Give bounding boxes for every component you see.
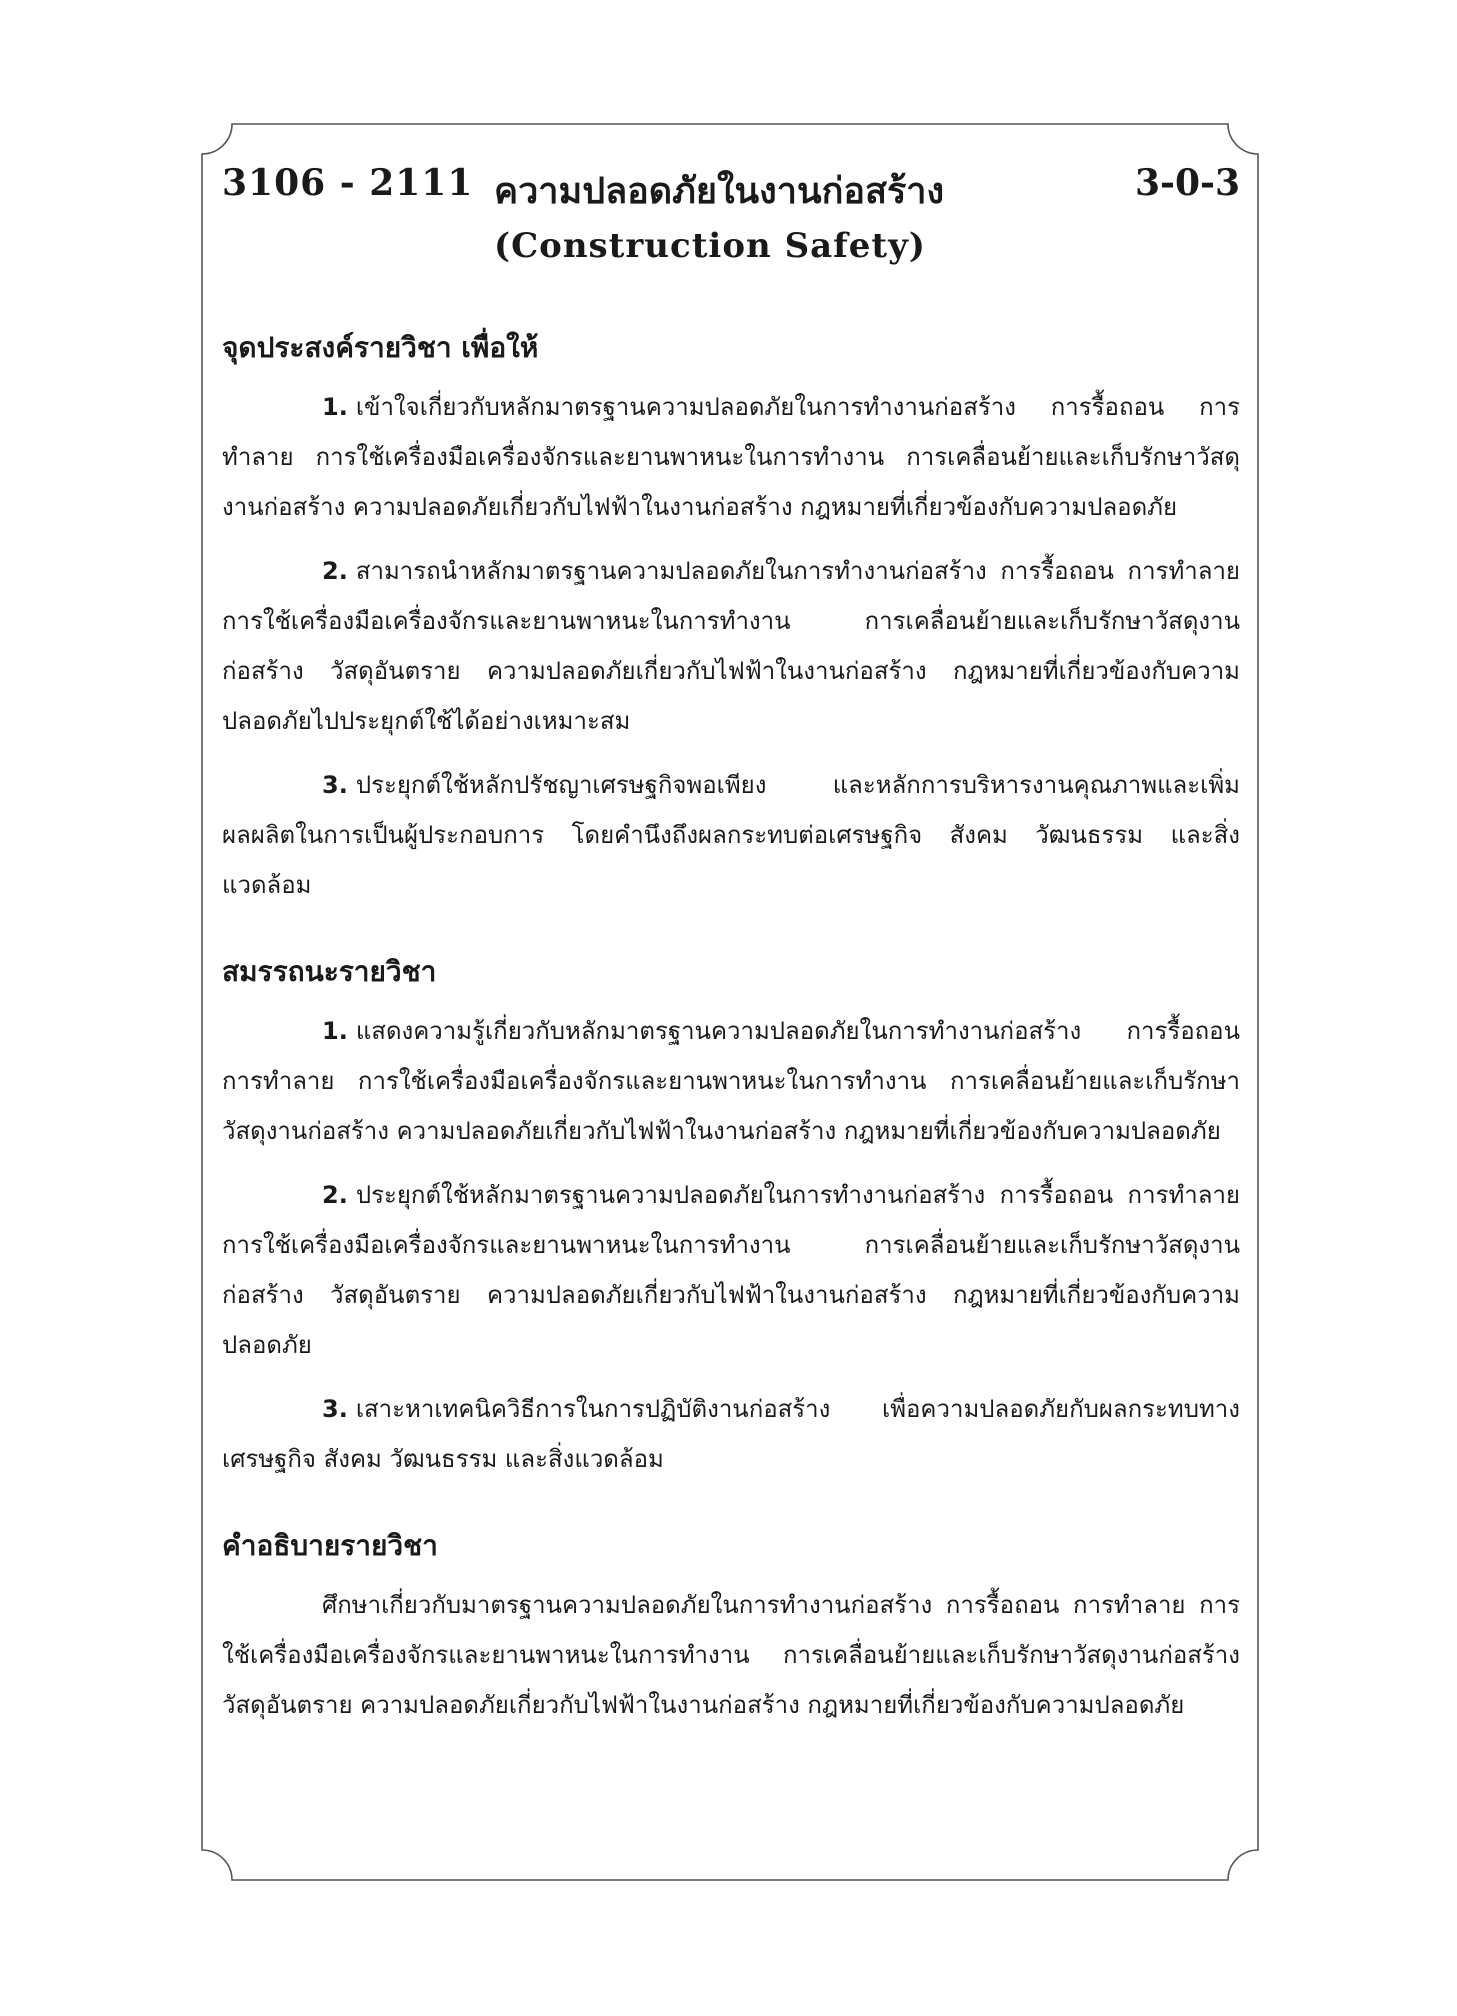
course-document: [222, 162, 1240, 1744]
course-credits: 3-0-3: [1134, 162, 1240, 204]
objective-item: [222, 760, 1240, 910]
course-code: 3106 - 2111: [222, 162, 474, 204]
objective-item: [222, 546, 1240, 746]
course-title-english: (Construction Safety): [494, 226, 926, 266]
item-number: 2.: [322, 557, 348, 585]
competency-item: [222, 1006, 1240, 1156]
item-text: สามารถนำหลักมาตรฐานความปลอดภัยในการทำงานก่อสร้าง การรื้อถอน การทำลาย การใช้เครื่องมือเครื่องจักรและยานพาหนะในการทำงาน การเคลื่อนย้ายและเก็บรักษาวัสดุงานก่อสร้าง วัสดุอันตราย ความปลอดภัยเกี่ยวกับไฟฟ้าในงานก่อสร้าง กฎหมายที่เกี่ยวข้องกับความปลอดภัยไปประยุกต์ใช้ได้อย่างเหมาะสม: [222, 557, 1240, 735]
competencies-heading: สมรรถนะรายวิชา: [222, 955, 437, 988]
item-number: 2.: [322, 1181, 348, 1209]
course-title-thai: ความปลอดภัยในงานก่อสร้าง: [494, 171, 945, 212]
item-number: 3.: [322, 1395, 348, 1423]
description-heading: คำอธิบายรายวิชา: [222, 1529, 438, 1562]
objectives-heading: จุดประสงค์รายวิชา เพื่อให้: [222, 331, 539, 364]
course-header: [222, 162, 1240, 226]
item-text: ประยุกต์ใช้หลักมาตรฐานความปลอดภัยในการทำงานก่อสร้าง การรื้อถอน การทำลาย การใช้เครื่องมือเครื่องจักรและยานพาหนะในการทำงาน การเคลื่อนย้ายและเก็บรักษาวัสดุงานก่อสร้าง วัสดุอันตราย ความปลอดภัยเกี่ยวกับไฟฟ้าในงานก่อสร้าง กฎหมายที่เกี่ยวข้องกับความปลอดภัย: [222, 1181, 1240, 1359]
competency-item: [222, 1170, 1240, 1370]
item-text: เสาะหาเทคนิควิธีการในการปฏิบัติงานก่อสร้าง เพื่อความปลอดภัยกับผลกระทบทางเศรษฐกิจ สังคม วัฒนธรรม และสิ่งแวดล้อม: [222, 1395, 1240, 1473]
item-number: 1.: [322, 393, 348, 421]
competency-item: [222, 1384, 1240, 1484]
description-text: ศึกษาเกี่ยวกับมาตรฐานความปลอดภัยในการทำงานก่อสร้าง การรื้อถอน การทำลาย การใช้เครื่องมือเครื่องจักรและยานพาหนะในการทำงาน การเคลื่อนย้ายและเก็บรักษาวัสดุงานก่อสร้าง วัสดุอันตราย ความปลอดภัยเกี่ยวกับไฟฟ้าในงานก่อสร้าง กฎหมายที่เกี่ยวข้องกับความปลอดภัย: [222, 1591, 1240, 1719]
item-number: 3.: [322, 771, 348, 799]
item-text: แสดงความรู้เกี่ยวกับหลักมาตรฐานความปลอดภัยในการทำงานก่อสร้าง การรื้อถอน การทำลาย การใช้เครื่องมือเครื่องจักรและยานพาหนะในการทำงาน การเคลื่อนย้ายและเก็บรักษาวัสดุงานก่อสร้าง ความปลอดภัยเกี่ยวกับไฟฟ้าในงานก่อสร้าง กฎหมายที่เกี่ยวข้องกับความปลอดภัย: [222, 1017, 1240, 1145]
item-number: 1.: [322, 1017, 348, 1045]
item-text: เข้าใจเกี่ยวกับหลักมาตรฐานความปลอดภัยในการทำงานก่อสร้าง การรื้อถอน การทำลาย การใช้เครื่องมือเครื่องจักรและยานพาหนะในการทำงาน การเคลื่อนย้ายและเก็บรักษาวัสดุงานก่อสร้าง ความปลอดภัยเกี่ยวกับไฟฟ้าในงานก่อสร้าง กฎหมายที่เกี่ยวข้องกับความปลอดภัย: [222, 393, 1240, 521]
objective-item: [222, 382, 1240, 532]
item-text: ประยุกต์ใช้หลักปรัชญาเศรษฐกิจพอเพียง และหลักการบริหารงานคุณภาพและเพิ่มผลผลิตในการเป็นผู้ประกอบการ โดยคำนึงถึงผลกระทบต่อเศรษฐกิจ สังคม วัฒนธรรม และสิ่งแวดล้อม: [222, 771, 1240, 899]
